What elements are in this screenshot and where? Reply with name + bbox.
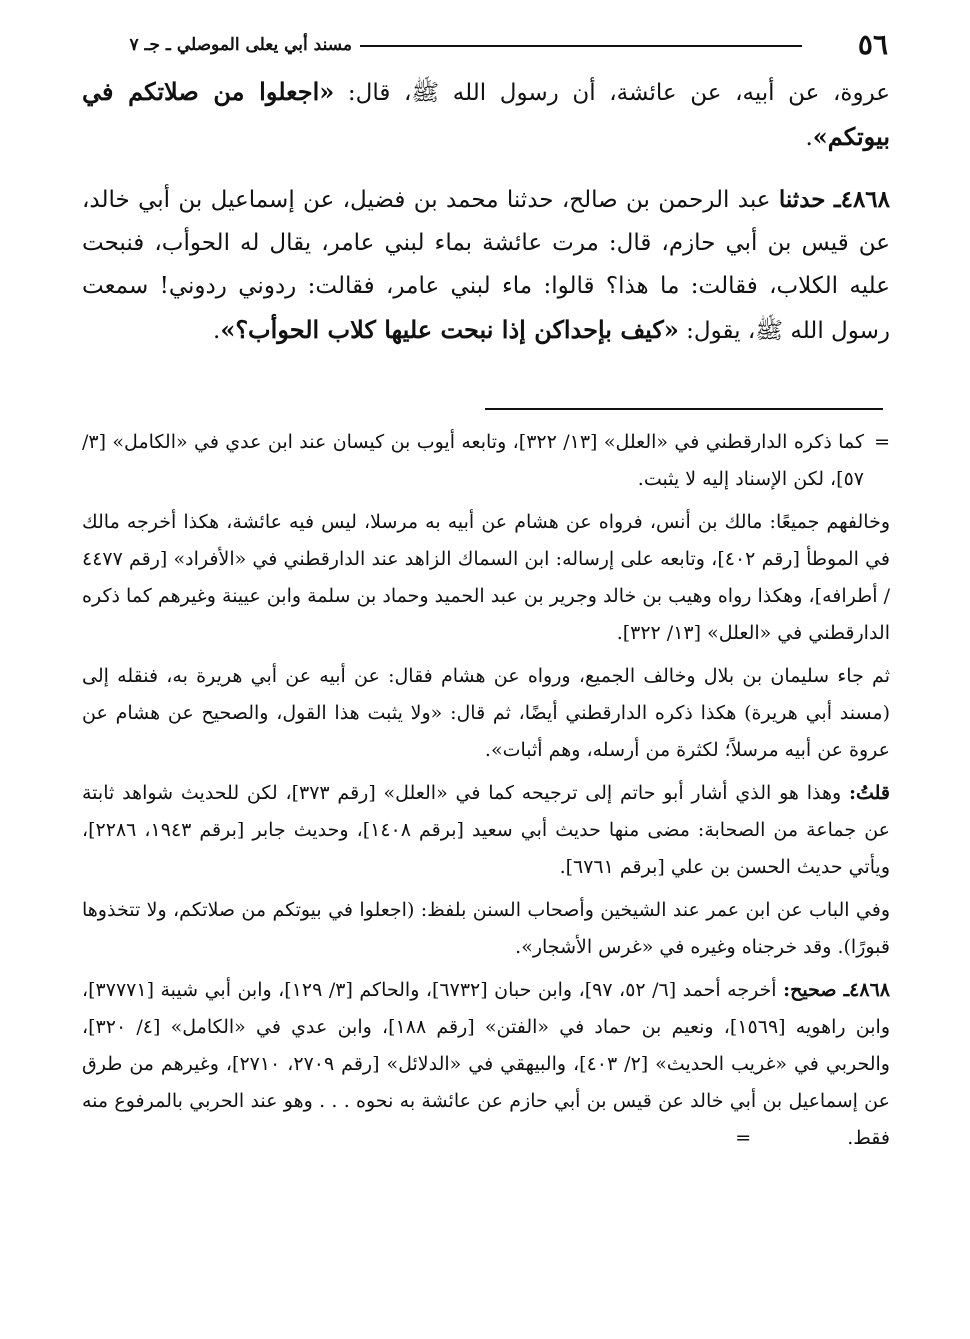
hadith-dash: ـ <box>833 186 841 213</box>
footnote-label: قلتُ: <box>848 782 890 804</box>
footnote-paragraph <box>82 424 890 498</box>
end-marker: = <box>735 1127 752 1149</box>
footnote-paragraph <box>82 775 890 886</box>
footnote-text: وخالفهم جميعًا: مالك بن أنس، فرواه عن هشام عن أبيه به مرسلا، ليس فيه عائشة، هكذا أخرجه مالك في الموطأ [رقم ٤٠٢]، وتابعه على إرساله: ابن السماك الزاهد عند الدارقطني في «الأفراد» [رقم ٤٤٧٧ / أطرافه]، وهكذا رواه وهيب بن خالد وجرير بن عبد الحميد وحماد بن سلمة وابن عيينة وغيرهم كما ذكره الدارقطني في «العلل» [١٣/ ٣٢٢]. <box>82 511 890 644</box>
continuation-text: عروة، عن أبيه، عن عائشة، أن رسول الله ﷺ، قال: <box>347 80 890 106</box>
footnote-paragraph <box>82 658 890 769</box>
footnote-text: كما ذكره الدارقطني في «العلل» [١٣/ ٣٢٢]، وتابعه أيوب بن كيسان عند ابن عدي في «الكامل» [٣/ ٥٧]، لكن الإسناد إليه لا يثبت. <box>82 431 864 490</box>
page-header <box>80 28 888 62</box>
footnote-paragraph <box>82 972 890 1157</box>
continuation-marker: = <box>874 431 890 453</box>
footnote-text: وفي الباب عن ابن عمر عند الشيخين وأصحاب السنن بلفظ: (اجعلوا في بيوتكم من صلاتكم، ولا تتخذوها قبورًا). وقد خرجناه وغيره في «غرس الأشجار». <box>82 899 890 958</box>
footnote-text: ثم جاء سليمان بن بلال وخالف الجميع، ورواه عن هشام فقال: عن أبيه عن أبي هريرة به، فنقله إلى (مسند أبي هريرة) هكذا ذكره الدارقطني أيضًا، ثم قال: «ولا يثبت هذا القول، والصحيح عن هشام عن عروة عن أبيه مرسلاً؛ لكثرة من أرسله، وهم أثبات». <box>82 665 890 761</box>
hadith-end: . <box>213 318 221 344</box>
hadith-number: ٤٨٦٨ <box>840 186 891 213</box>
footnote-paragraph <box>82 504 890 652</box>
footnote-separator <box>485 408 883 410</box>
continuation-quote: «اجعلوا من صلاتكم في بيوتكم» <box>82 77 890 151</box>
footnote-text: وهذا هو الذي أشار أبو حاتم إلى ترجيحه كما في «العلل» [رقم ٣٧٣]، لكن للحديث شواهد ثابتة عن جماعة من الصحابة: مضى منها حديث أبي سعيد [برقم ١٤٠٨]، وحديث جابر [برقم ١٩٤٣، ٢٢٨٦]، ويأتي حديث الحسن بن علي [برقم ٦٧٦١]. <box>82 782 890 878</box>
footnote-text: أخرجه أحمد [٦/ ٥٢، ٩٧]، وابن حبان [٦٧٣٢]، والحاكم [٣/ ١٢٩]، وابن أبي شيبة [٣٧٧٧١]، وابن راهويه [١٥٦٩]، ونعيم بن حماد في «الفتن» [رقم ١٨٨]، وابن عدي في «الكامل» [٤/ ٣٢٠]، والحربي في «غريب الحديث» [٢/ ٤٠٣]، والبيهقي في «الدلائل» [رقم ٢٧٠٩، ٢٧١٠]، وغيرهم من طرق عن إسماعيل بن أبي خالد عن قيس بن أبي حازم عن عائشة به نحوه . . . وهو عند الحربي بالمرفوع منه فقط. <box>82 979 890 1149</box>
running-title: مسند أبي يعلى الموصلي ـ جـ ٧ <box>129 35 352 55</box>
continuation-paragraph <box>82 70 890 160</box>
hadith-text: عبد الرحمن بن صالح، حدثنا محمد بن فضيل، عن إسماعيل بن أبي خالد، عن قيس بن أبي حازم، قال: مرت عائشة بماء لبني عامر، يقال له الحوأب، فنبحت عليه الكلاب، فقالت: ما هذا؟ قالوا: ماء لبني عامر، فقالت: ردوني ردوني! سمعت رسول الله ﷺ، يقول: <box>82 187 890 344</box>
hadith-quote: «كيف بإحداكن إذا نبحت عليها كلاب الحوأب؟» <box>220 315 679 344</box>
haddathana: حدثنا <box>778 186 826 213</box>
page-number: ٥٦ <box>857 28 888 61</box>
header-rule <box>360 45 802 47</box>
footnotes <box>82 424 890 1163</box>
main-text <box>82 70 890 353</box>
continuation-end: . <box>805 125 813 151</box>
footnote-paragraph <box>82 892 890 966</box>
hadith-paragraph <box>82 178 890 353</box>
footnote-label: ٤٨٦٨ـ صحيح: <box>783 979 890 1001</box>
